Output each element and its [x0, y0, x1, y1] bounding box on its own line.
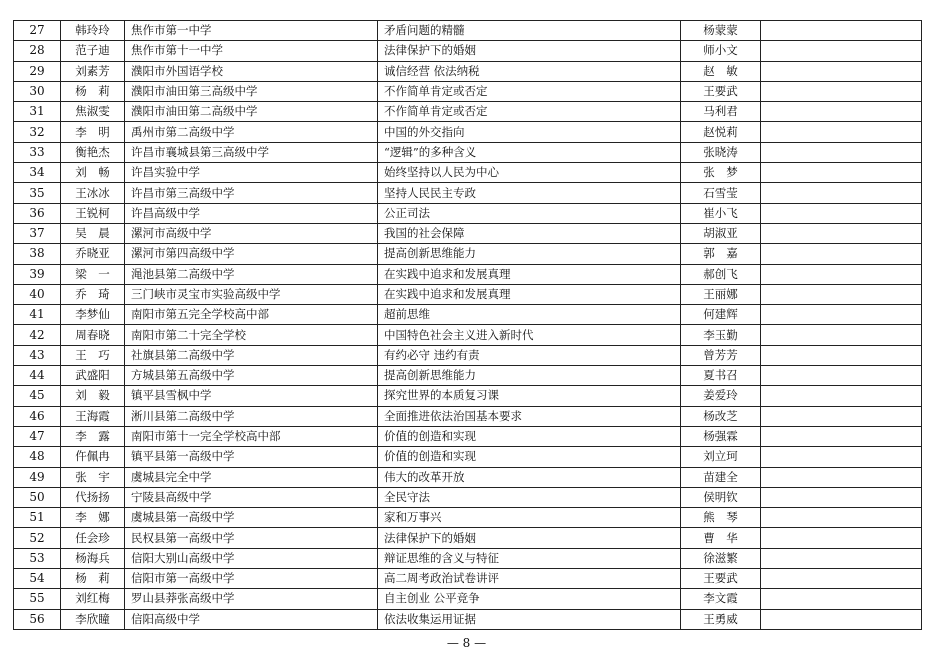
lesson-title: 不作简单肯定或否定	[378, 81, 681, 101]
teacher-name: 任会珍	[61, 528, 125, 548]
table-body	[14, 21, 922, 630]
table-row	[14, 325, 922, 345]
table-row	[14, 569, 922, 589]
lesson-title: 探究世界的本质复习课	[378, 386, 681, 406]
table-row	[14, 548, 922, 568]
teacher-name: 乔晓亚	[61, 244, 125, 264]
teacher-name: 张 宇	[61, 467, 125, 487]
teacher-name: 代扬扬	[61, 487, 125, 507]
lesson-title: 矛盾问题的精髓	[378, 21, 681, 41]
tutor-name: 李文霞	[681, 589, 761, 609]
lesson-title: 法律保护下的婚姻	[378, 528, 681, 548]
teacher-name: 杨 莉	[61, 81, 125, 101]
tutor-name: 赵悦莉	[681, 122, 761, 142]
school-name: 南阳市第五完全学校高中部	[125, 305, 378, 325]
lesson-title: 伟大的改革开放	[378, 467, 681, 487]
school-name: 宁陵县高级中学	[125, 487, 378, 507]
school-name: 漯河市高级中学	[125, 223, 378, 243]
lesson-title: 在实践中追求和发展真理	[378, 264, 681, 284]
table-row	[14, 21, 922, 41]
lesson-title: 价值的创造和实现	[378, 447, 681, 467]
table-row	[14, 81, 922, 101]
table-row	[14, 487, 922, 507]
teacher-name: 王 巧	[61, 345, 125, 365]
lesson-title: 不作简单肯定或否定	[378, 102, 681, 122]
tutor-name: 夏书召	[681, 366, 761, 386]
remarks-cell	[761, 122, 922, 142]
school-name: 禹州市第二高级中学	[125, 122, 378, 142]
table-row	[14, 183, 922, 203]
row-number: 34	[14, 163, 61, 183]
row-number: 50	[14, 487, 61, 507]
tutor-name: 赵 敏	[681, 61, 761, 81]
remarks-cell	[761, 142, 922, 162]
tutor-name: 张晓涛	[681, 142, 761, 162]
remarks-cell	[761, 366, 922, 386]
table-row	[14, 508, 922, 528]
row-number: 28	[14, 41, 61, 61]
row-number: 33	[14, 142, 61, 162]
row-number: 41	[14, 305, 61, 325]
tutor-name: 石雪莹	[681, 183, 761, 203]
tutor-name: 姜爱玲	[681, 386, 761, 406]
lesson-title: “逻辑”的多种含义	[378, 142, 681, 162]
table-row	[14, 142, 922, 162]
lesson-title: 法律保护下的婚姻	[378, 41, 681, 61]
tutor-name: 苗建全	[681, 467, 761, 487]
row-number: 53	[14, 548, 61, 568]
remarks-cell	[761, 41, 922, 61]
lesson-title: 中国特色社会主义进入新时代	[378, 325, 681, 345]
school-name: 南阳市第二十完全学校	[125, 325, 378, 345]
row-number: 31	[14, 102, 61, 122]
teacher-name: 刘红梅	[61, 589, 125, 609]
school-name: 信阳高级中学	[125, 609, 378, 629]
remarks-cell	[761, 163, 922, 183]
lesson-title: 全民守法	[378, 487, 681, 507]
teacher-name: 范子迪	[61, 41, 125, 61]
lesson-title: 价值的创造和实现	[378, 426, 681, 446]
teacher-name: 梁 一	[61, 264, 125, 284]
row-number: 29	[14, 61, 61, 81]
table-row	[14, 406, 922, 426]
tutor-name: 张 梦	[681, 163, 761, 183]
school-name: 许昌市第三高级中学	[125, 183, 378, 203]
table-row	[14, 284, 922, 304]
teacher-name: 周春晓	[61, 325, 125, 345]
remarks-cell	[761, 487, 922, 507]
teacher-name: 王海霞	[61, 406, 125, 426]
school-name: 镇平县第一高级中学	[125, 447, 378, 467]
lesson-title: 诚信经营 依法纳税	[378, 61, 681, 81]
school-name: 许昌实验中学	[125, 163, 378, 183]
tutor-name: 马利君	[681, 102, 761, 122]
row-number: 45	[14, 386, 61, 406]
remarks-cell	[761, 508, 922, 528]
remarks-cell	[761, 61, 922, 81]
remarks-cell	[761, 386, 922, 406]
table-row	[14, 223, 922, 243]
teacher-name: 王锐柯	[61, 203, 125, 223]
school-name: 社旗县第二高级中学	[125, 345, 378, 365]
lesson-title: 公正司法	[378, 203, 681, 223]
teacher-name: 李梦仙	[61, 305, 125, 325]
remarks-cell	[761, 345, 922, 365]
tutor-name: 杨蒙蒙	[681, 21, 761, 41]
remarks-cell	[761, 426, 922, 446]
remarks-cell	[761, 569, 922, 589]
lesson-title: 我国的社会保障	[378, 223, 681, 243]
remarks-cell	[761, 467, 922, 487]
row-number: 27	[14, 21, 61, 41]
row-number: 49	[14, 467, 61, 487]
award-list-table	[13, 20, 922, 630]
remarks-cell	[761, 609, 922, 629]
row-number: 37	[14, 223, 61, 243]
lesson-title: 高二周考政治试卷讲评	[378, 569, 681, 589]
school-name: 淅川县第二高级中学	[125, 406, 378, 426]
row-number: 44	[14, 366, 61, 386]
remarks-cell	[761, 284, 922, 304]
table-row	[14, 528, 922, 548]
remarks-cell	[761, 528, 922, 548]
school-name: 民权县第一高级中学	[125, 528, 378, 548]
table-row	[14, 386, 922, 406]
lesson-title: 依法收集运用证据	[378, 609, 681, 629]
school-name: 渑池县第二高级中学	[125, 264, 378, 284]
remarks-cell	[761, 183, 922, 203]
school-name: 濮阳市外国语学校	[125, 61, 378, 81]
table-row	[14, 366, 922, 386]
tutor-name: 何建辉	[681, 305, 761, 325]
teacher-name: 王冰冰	[61, 183, 125, 203]
teacher-name: 李 娜	[61, 508, 125, 528]
school-name: 罗山县莽张高级中学	[125, 589, 378, 609]
table-row	[14, 447, 922, 467]
lesson-title: 自主创业 公平竞争	[378, 589, 681, 609]
tutor-name: 杨强霖	[681, 426, 761, 446]
teacher-name: 吴 晨	[61, 223, 125, 243]
table-row	[14, 589, 922, 609]
table-row	[14, 244, 922, 264]
lesson-title: 提高创新思维能力	[378, 366, 681, 386]
row-number: 56	[14, 609, 61, 629]
remarks-cell	[761, 244, 922, 264]
row-number: 55	[14, 589, 61, 609]
table-row	[14, 609, 922, 629]
remarks-cell	[761, 447, 922, 467]
tutor-name: 李玉勤	[681, 325, 761, 345]
row-number: 51	[14, 508, 61, 528]
school-name: 濮阳市油田第三高级中学	[125, 81, 378, 101]
teacher-name: 李 露	[61, 426, 125, 446]
tutor-name: 郭 嘉	[681, 244, 761, 264]
lesson-title: 始终坚持以人民为中心	[378, 163, 681, 183]
school-name: 焦作市第十一中学	[125, 41, 378, 61]
school-name: 信阳大别山高级中学	[125, 548, 378, 568]
lesson-title: 有约必守 违约有责	[378, 345, 681, 365]
remarks-cell	[761, 21, 922, 41]
school-name: 漯河市第四高级中学	[125, 244, 378, 264]
tutor-name: 郝创飞	[681, 264, 761, 284]
row-number: 54	[14, 569, 61, 589]
row-number: 30	[14, 81, 61, 101]
tutor-name: 徐滋繁	[681, 548, 761, 568]
tutor-name: 王要武	[681, 81, 761, 101]
teacher-name: 杨 莉	[61, 569, 125, 589]
table-row	[14, 122, 922, 142]
school-name: 镇平县雪枫中学	[125, 386, 378, 406]
tutor-name: 胡淑亚	[681, 223, 761, 243]
row-number: 52	[14, 528, 61, 548]
teacher-name: 杨海兵	[61, 548, 125, 568]
teacher-name: 焦淑雯	[61, 102, 125, 122]
row-number: 48	[14, 447, 61, 467]
tutor-name: 曹 华	[681, 528, 761, 548]
row-number: 35	[14, 183, 61, 203]
school-name: 信阳市第一高级中学	[125, 569, 378, 589]
table-row	[14, 102, 922, 122]
remarks-cell	[761, 589, 922, 609]
tutor-name: 王勇威	[681, 609, 761, 629]
tutor-name: 师小文	[681, 41, 761, 61]
teacher-name: 韩玲玲	[61, 21, 125, 41]
table-row	[14, 305, 922, 325]
teacher-name: 乔 琦	[61, 284, 125, 304]
row-number: 42	[14, 325, 61, 345]
remarks-cell	[761, 325, 922, 345]
remarks-cell	[761, 203, 922, 223]
table-row	[14, 345, 922, 365]
school-name: 三门峡市灵宝市实验高级中学	[125, 284, 378, 304]
school-name: 许昌市襄城县第三高级中学	[125, 142, 378, 162]
row-number: 40	[14, 284, 61, 304]
row-number: 38	[14, 244, 61, 264]
lesson-title: 坚持人民民主专政	[378, 183, 681, 203]
school-name: 方城县第五高级中学	[125, 366, 378, 386]
table-row	[14, 467, 922, 487]
tutor-name: 杨改芝	[681, 406, 761, 426]
tutor-name: 刘立珂	[681, 447, 761, 467]
tutor-name: 王要武	[681, 569, 761, 589]
teacher-name: 李欣瞳	[61, 609, 125, 629]
lesson-title: 在实践中追求和发展真理	[378, 284, 681, 304]
school-name: 濮阳市油田第二高级中学	[125, 102, 378, 122]
tutor-name: 崔小飞	[681, 203, 761, 223]
tutor-name: 王丽娜	[681, 284, 761, 304]
teacher-name: 仵佩冉	[61, 447, 125, 467]
remarks-cell	[761, 406, 922, 426]
lesson-title: 家和万事兴	[378, 508, 681, 528]
row-number: 46	[14, 406, 61, 426]
lesson-title: 全面推进依法治国基本要求	[378, 406, 681, 426]
lesson-title: 提高创新思维能力	[378, 244, 681, 264]
lesson-title: 中国的外交指向	[378, 122, 681, 142]
teacher-name: 刘素芳	[61, 61, 125, 81]
lesson-title: 辩证思维的含义与特征	[378, 548, 681, 568]
row-number: 47	[14, 426, 61, 446]
remarks-cell	[761, 264, 922, 284]
remarks-cell	[761, 81, 922, 101]
page-number: — 8 —	[446, 636, 487, 650]
school-name: 许昌高级中学	[125, 203, 378, 223]
row-number: 32	[14, 122, 61, 142]
remarks-cell	[761, 305, 922, 325]
remarks-cell	[761, 102, 922, 122]
school-name: 南阳市第十一完全学校高中部	[125, 426, 378, 446]
teacher-name: 衡艳杰	[61, 142, 125, 162]
table-row	[14, 426, 922, 446]
remarks-cell	[761, 223, 922, 243]
row-number: 43	[14, 345, 61, 365]
tutor-name: 曾芳芳	[681, 345, 761, 365]
school-name: 虞城县第一高级中学	[125, 508, 378, 528]
tutor-name: 侯明钦	[681, 487, 761, 507]
row-number: 39	[14, 264, 61, 284]
table-row	[14, 163, 922, 183]
school-name: 虞城县完全中学	[125, 467, 378, 487]
table-row	[14, 61, 922, 81]
school-name: 焦作市第一中学	[125, 21, 378, 41]
teacher-name: 李 明	[61, 122, 125, 142]
teacher-name: 刘 畅	[61, 163, 125, 183]
row-number: 36	[14, 203, 61, 223]
table-row	[14, 264, 922, 284]
teacher-name: 刘 毅	[61, 386, 125, 406]
lesson-title: 超前思维	[378, 305, 681, 325]
table-row	[14, 41, 922, 61]
remarks-cell	[761, 548, 922, 568]
teacher-name: 武盛阳	[61, 366, 125, 386]
table-row	[14, 203, 922, 223]
tutor-name: 熊 琴	[681, 508, 761, 528]
